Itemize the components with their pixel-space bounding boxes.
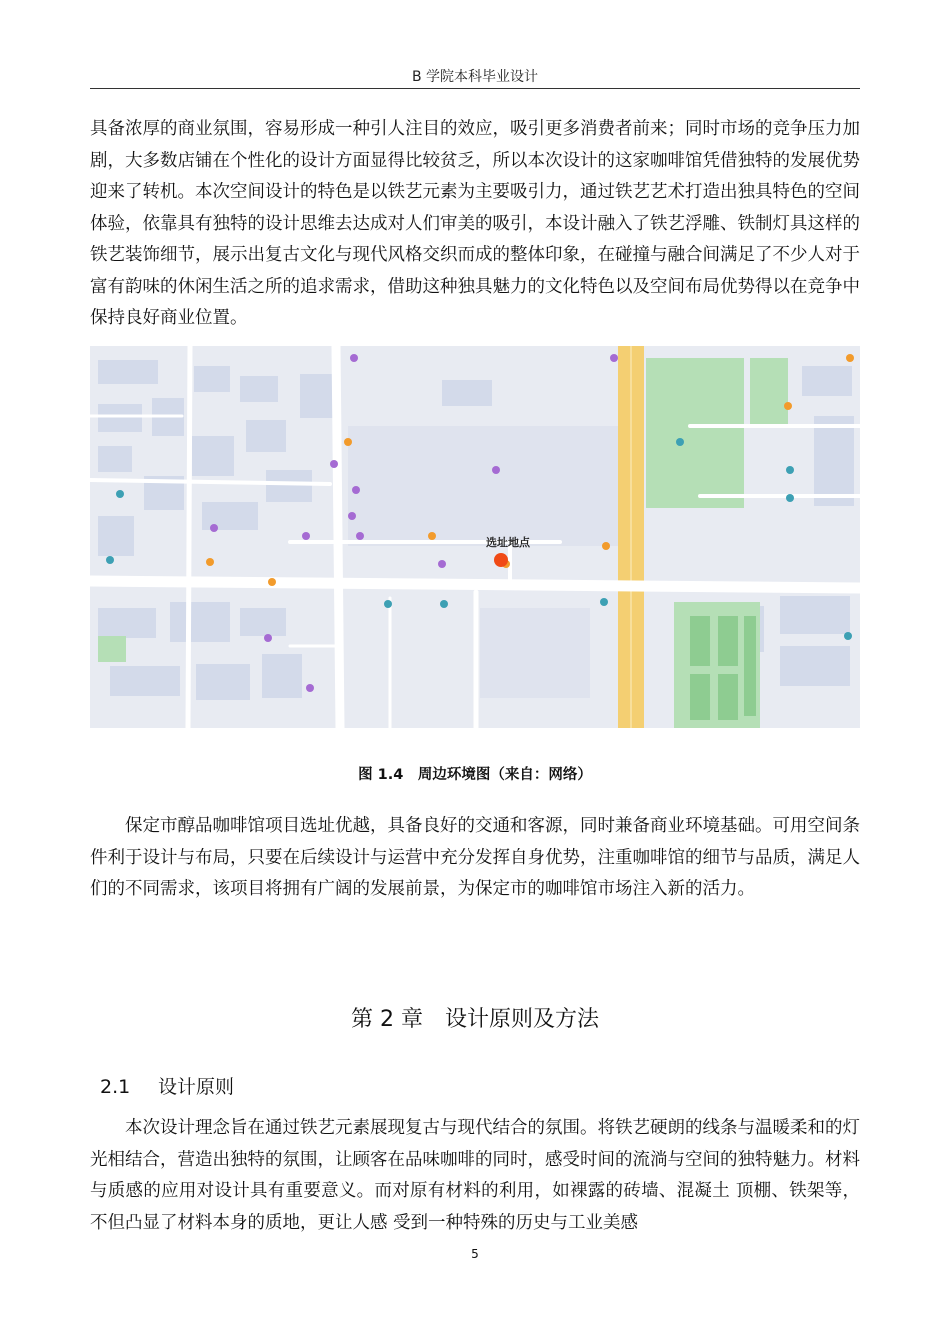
body-paragraph-3: 本次设计理念旨在通过铁艺元素展现复古与现代结合的氛围。将铁艺硬朗的线条与温暖柔和的灯光相结合，营造出独特的氛围，让顾客在品味咖啡的同时，感受时间的流淌与空间的独特魅力。材料与质感的应用对设计具有重要意义。而对原有材料的利用，如裸露的砖墙、混凝土 顶棚、铁架等，不但凸显了材料本身的质地，更让人感 受到一种特殊的历史与工业美感 <box>90 1118 860 1233</box>
chapter-title: 第 2 章 设计原则及方法 <box>351 1007 599 1032</box>
section-heading <box>100 1072 234 1099</box>
body-paragraph-1: 具备浓厚的商业氛围，容易形成一种引人注目的效应，吸引更多消费者前来；同时市场的竞争压力加剧，大多数店铺在个性化的设计方面显得比较贫乏，所以本次设计的这家咖啡馆凭借独特的发展优势迎来了转机。本次空间设计的特色是以铁艺元素为主要吸引力，通过铁艺艺术打造出独具特色的空间体验，依靠具有独特的设计思维去达成对人们审美的吸引，本设计融入了铁艺浮雕、铁制灯具这样的铁艺装饰细节，展示出复古文化与现代风格交织而成的整体印象，在碰撞与融合间满足了不少人对于富有韵味的休闲生活之所的追求需求，借助这种独具魅力的文化特色以及空间布局优势得以在竞争中保持良好商业位置。 <box>90 119 860 328</box>
page-number: 5 <box>471 1247 479 1261</box>
body-paragraph-2: 保定市醇品咖啡馆项目选址优越，具备良好的交通和客源，同时兼备商业环境基础。可用空间条件利于设计与布局，只要在后续设计与运营中充分发挥自身优势，注重咖啡馆的细节与品质，满足人们的不同需求，该项目将拥有广阔的发展前景，为保定市的咖啡馆市场注入新的活力。 <box>90 816 860 899</box>
figure-caption: 图 1.4 周边环境图（来自：网络） <box>358 767 592 783</box>
map-graphic <box>90 346 860 728</box>
site-marker <box>494 553 508 567</box>
surrounding-environment-map <box>90 346 860 728</box>
section-title: 设计原则 <box>158 1076 235 1098</box>
site-label: 选址地点 <box>486 536 530 549</box>
page-header: B 学院本科毕业设计 <box>90 66 860 89</box>
section-number: 2.1 <box>100 1076 131 1098</box>
